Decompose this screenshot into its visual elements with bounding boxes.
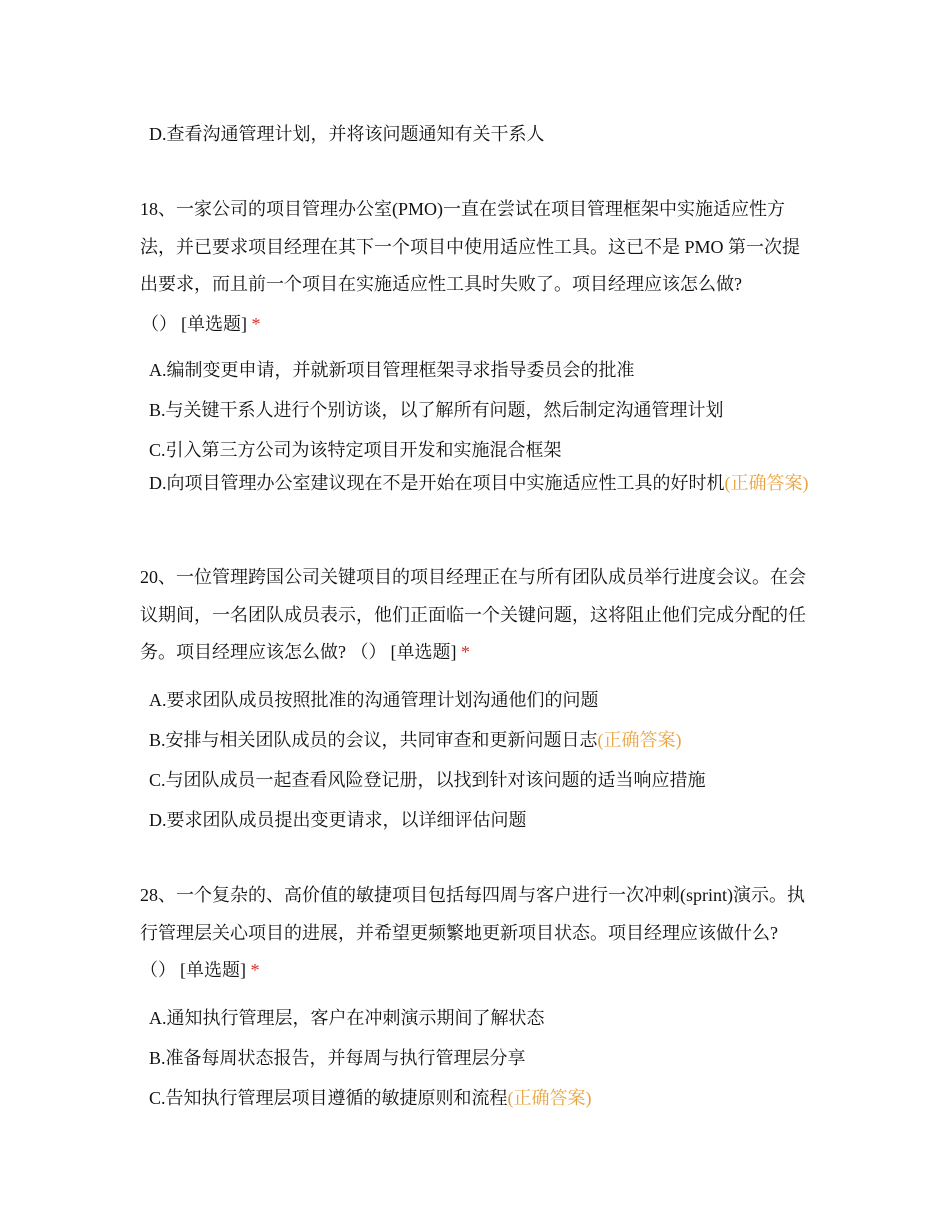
question-20-option-d xyxy=(149,808,809,832)
question-20-stem-text: 20、一位管理跨国公司关键项目的项目经理正在与所有团队成员举行进度会议。在会议期间，一名团队成员表示，他们正面临一个关键问题，这将阻止他们完成分配的任务。项目经理应该怎么做? xyxy=(140,567,806,662)
question-18-option-b xyxy=(149,398,809,422)
option-text: A.编制变更申请，并就新项目管理框架寻求指导委员会的批准 xyxy=(149,360,635,380)
question-20-blank: （） xyxy=(350,642,387,662)
prev-option-d xyxy=(149,122,809,146)
correct-answer-label: (正确答案) xyxy=(724,473,809,493)
option-text: B.安排与相关团队成员的会议，共同审查和更新问题日志 xyxy=(149,730,598,750)
question-28-option-a xyxy=(149,1006,809,1030)
question-28-stem xyxy=(140,877,812,990)
question-18-option-c xyxy=(149,438,809,462)
question-28-blank: （） xyxy=(140,960,176,980)
option-text: A.要求团队成员按照批准的沟通管理计划沟通他们的问题 xyxy=(149,690,599,710)
correct-answer-label: (正确答案) xyxy=(597,730,682,750)
option-text: B.准备每周状态报告，并每周与执行管理层分享 xyxy=(149,1048,526,1068)
question-28-stem-text: 28、一个复杂的、高价值的敏捷项目包括每四周与客户进行一次冲刺(sprint)演示。执行管理层关心项目的进展，并希望更频繁地更新项目状态。项目经理应该做什么? xyxy=(140,885,805,943)
question-type-badge: [单选题] xyxy=(180,960,246,980)
question-18-meta xyxy=(141,312,801,336)
question-18-stem xyxy=(140,191,812,304)
question-18-option-d xyxy=(149,471,809,495)
required-marker: * xyxy=(250,960,260,980)
option-text: B.与关键干系人进行个别访谈，以了解所有问题，然后制定沟通管理计划 xyxy=(149,400,724,420)
question-type-badge: [单选题] xyxy=(390,642,457,662)
correct-answer-label: (正确答案) xyxy=(507,1088,592,1108)
option-text: D.要求团队成员提出变更请求，以详细评估问题 xyxy=(149,810,527,830)
question-18-stem-text: 18、一家公司的项目管理办公室(PMO)一直在尝试在项目管理框架中实施适应性方法，并已要求项目经理在其下一个项目中使用适应性工具。这已不是 PMO 第一次提出要求，而且前一个项目在实施适应性工具时失败了。项目经理应该怎么做? xyxy=(140,199,801,294)
required-marker: * xyxy=(251,314,261,334)
question-18-option-a xyxy=(149,358,809,382)
option-text: A.通知执行管理层，客户在冲刺演示期间了解状态 xyxy=(149,1008,545,1028)
question-18-blank: （） xyxy=(141,314,177,334)
required-marker: * xyxy=(461,642,470,662)
option-text: C.告知执行管理层项目遵循的敏捷原则和流程 xyxy=(149,1088,508,1108)
question-20-option-b xyxy=(149,728,809,752)
option-text: C.与团队成员一起查看风险登记册，以找到针对该问题的适当响应措施 xyxy=(149,770,706,790)
option-text: D.向项目管理办公室建议现在不是开始在项目中实施适应性工具的好时机 xyxy=(149,473,725,493)
question-28-option-c xyxy=(149,1086,809,1110)
option-text: C.引入第三方公司为该特定项目开发和实施混合框架 xyxy=(149,440,562,460)
question-28-option-b xyxy=(149,1046,809,1070)
question-20-option-c xyxy=(149,768,809,792)
question-type-badge: [单选题] xyxy=(181,314,247,334)
question-20-stem xyxy=(140,559,812,672)
prev-option-d-text: D.查看沟通管理计划，并将该问题通知有关干系人 xyxy=(149,124,545,144)
question-20-option-a xyxy=(149,688,809,712)
